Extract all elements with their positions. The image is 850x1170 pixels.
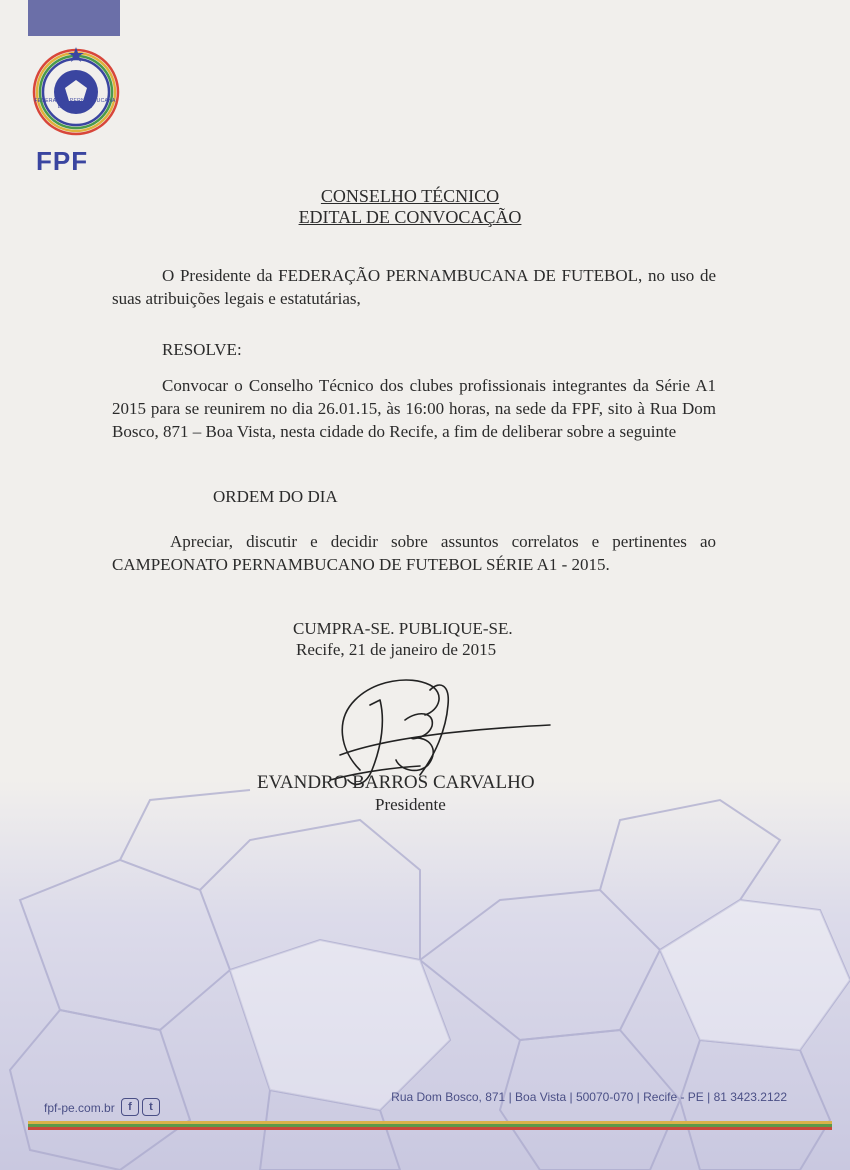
facebook-icon: f — [121, 1098, 139, 1116]
date-line: Recife, 21 de janeiro de 2015 — [296, 640, 497, 659]
footer-stripe-red — [28, 1127, 832, 1130]
corner-tab — [28, 0, 120, 36]
logo-acronym: FPF — [36, 146, 89, 176]
twitter-icon: t — [142, 1098, 160, 1116]
resolve-heading: RESOLVE: — [162, 340, 242, 359]
signer-role: Presidente — [375, 795, 446, 814]
logo-ring-text: FEDERAÇÃO PERNAMBUCANA DE FUTEBOL — [34, 98, 116, 110]
agenda-text: Apreciar, discutir e decidir sobre assuntos correlatos e pertinentes ao CAMPEONATO PERNAMBUCANO DE FUTEBOL SÉRIE A1 - 2015. — [112, 532, 716, 574]
closing-formula: CUMPRA-SE. PUBLIQUE-SE. — [293, 619, 513, 638]
agenda-heading: ORDEM DO DIA — [213, 487, 338, 506]
signer-name: EVANDRO BARROS CARVALHO — [257, 772, 535, 793]
intro-text: O Presidente da FEDERAÇÃO PERNAMBUCANA DE FUTEBOL, no uso de suas atribuições legais e estatutárias, — [112, 266, 716, 308]
intro-paragraph — [112, 264, 716, 310]
convocation-paragraph — [112, 374, 716, 443]
agenda-paragraph — [112, 530, 716, 576]
footer-website: fpf-pe.com.br — [44, 1101, 115, 1115]
page-subtitle: EDITAL DE CONVOCAÇÃO — [298, 207, 522, 227]
page-title: CONSELHO TÉCNICO — [320, 186, 500, 206]
footer-address: Rua Dom Bosco, 871 | Boa Vista | 50070-070 | Recife - PE | 81 3423.2122 — [391, 1090, 787, 1104]
convocation-text: Convocar o Conselho Técnico dos clubes profissionais integrantes da Série A1 2015 para se reunirem no dia 26.01.15, às 16:00 horas, na sede da FPF, sito à Rua Dom Bosco, 871 – Boa Vista, nesta cidade do Recife, a fim de deliberar sobre a seguinte — [112, 376, 716, 441]
